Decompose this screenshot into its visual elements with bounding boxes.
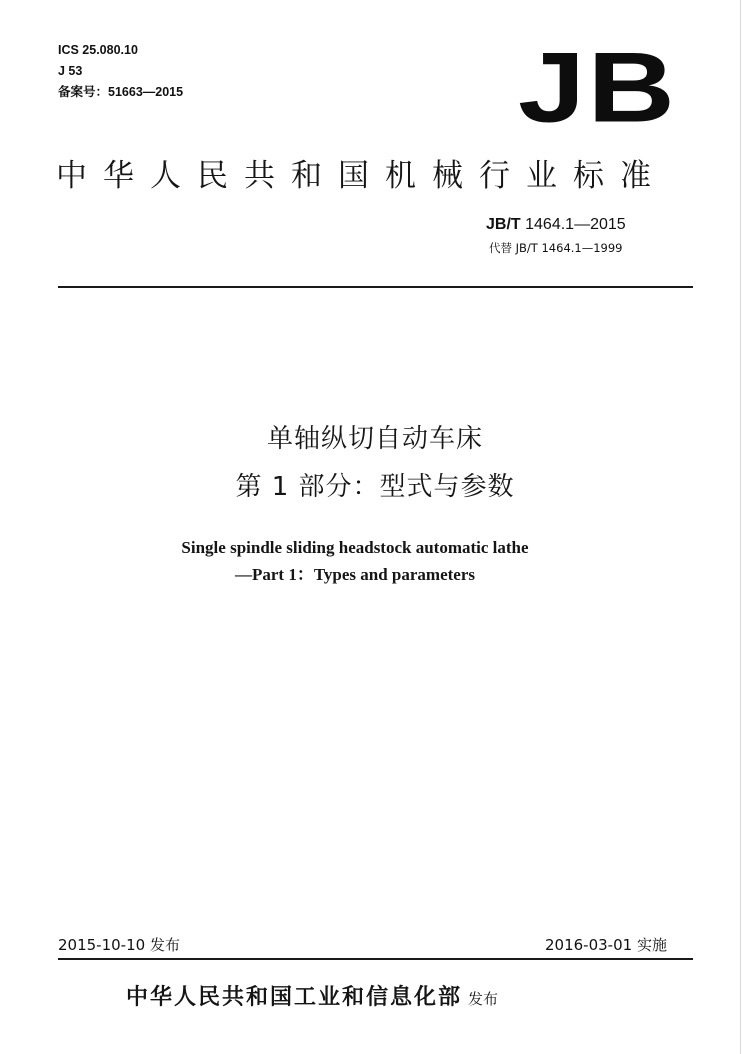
english-title-line-1: Single spindle sliding headstock automatic lathe (181, 538, 529, 557)
top-divider (58, 286, 693, 288)
classification-code: J 53 (58, 64, 83, 78)
issuer-name: 中华人民共和国工业和信息化部 (126, 985, 463, 1010)
chinese-title-line-2: 第 1 部分：型式与参数 (235, 472, 515, 502)
standard-number-value: 1464.1—2015 (525, 216, 626, 233)
replaces-standard: 代替 JB/T 1464.1—1999 (489, 241, 623, 255)
record-number-label: 备案号： (58, 84, 109, 99)
jb-logo: JB (518, 31, 678, 143)
standard-number (486, 215, 626, 235)
ics-code: ICS 25.080.10 (58, 43, 138, 57)
chinese-title-line-1: 单轴纵切自动车床 (266, 424, 483, 454)
record-number-value: 51663—2015 (108, 85, 184, 99)
issue-date: 2015-10-10 发布 (58, 936, 180, 954)
issuing-authority (126, 980, 498, 1017)
standard-prefix: JB/T (486, 216, 521, 233)
record-number (58, 84, 183, 100)
industry-standard-title: 中华人民共和国机械行业标准 (56, 158, 667, 194)
page-edge (740, 0, 741, 1054)
bottom-divider (58, 958, 693, 960)
english-title-line-2: —Part 1：Types and parameters (234, 565, 476, 584)
issuer-suffix: 发布 (468, 990, 499, 1008)
implementation-date: 2016-03-01 实施 (545, 936, 667, 954)
